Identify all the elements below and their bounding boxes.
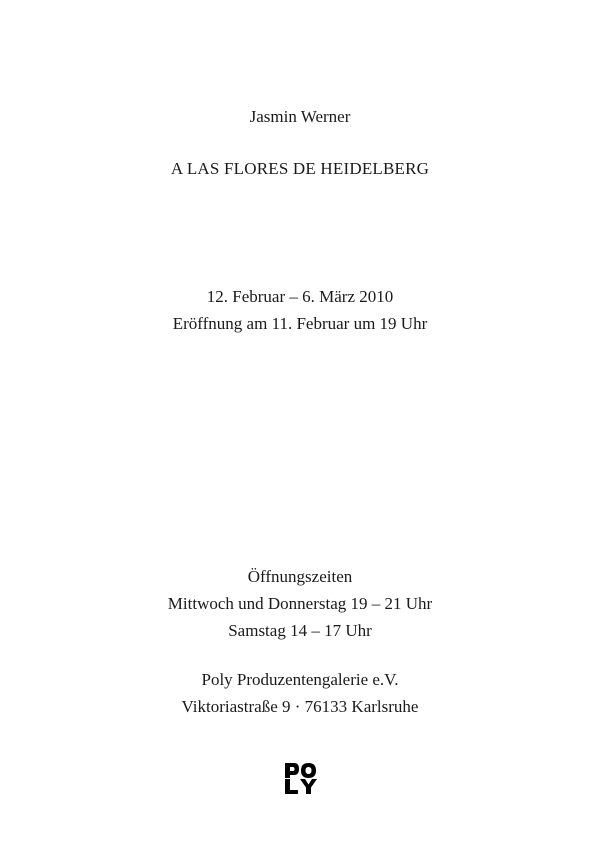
opening-hours-weekdays: Mittwoch und Donnerstag 19 – 21 Uhr: [167, 594, 433, 613]
opening-hours-saturday: Samstag 14 – 17 Uhr: [228, 621, 372, 640]
exhibition-title: A LAS FLORES DE HEIDELBERG: [170, 159, 430, 178]
opening-hours-heading: Öffnungszeiten: [247, 567, 353, 586]
venue-name: Poly Produzentengalerie e.V.: [201, 670, 399, 689]
poly-logo-icon: [284, 762, 317, 795]
exhibition-dates: 12. Februar – 6. März 2010: [206, 287, 394, 306]
venue-address: Viktoriastraße 9 · 76133 Karlsruhe: [181, 697, 419, 716]
artist-name: Jasmin Werner: [249, 107, 351, 126]
opening-event: Eröffnung am 11. Februar um 19 Uhr: [172, 314, 428, 333]
